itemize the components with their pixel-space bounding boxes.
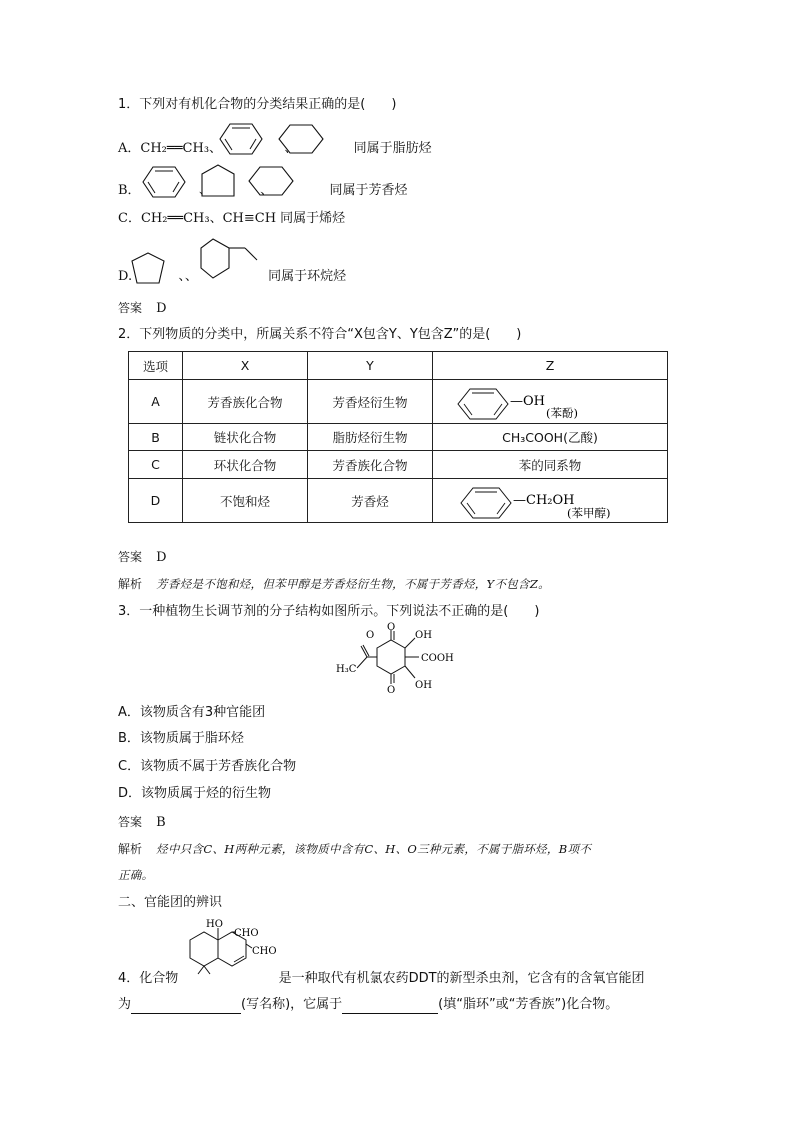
q3-explanation xyxy=(118,840,591,859)
cho-top-label: CHO xyxy=(234,928,259,939)
q1-option-a-suffix: 同属于脂肪烃 xyxy=(353,141,432,156)
q4-line2 xyxy=(118,996,618,1014)
explain-text: 芳香烃是不饱和烃，但苯甲醇是芳香烃衍生物，不属于芳香烃，Y不包含Z。 xyxy=(156,577,550,591)
z-group-label: —OH xyxy=(510,394,545,409)
answer-value: D xyxy=(156,301,167,316)
benzene-ring-icon xyxy=(141,166,187,198)
q1-option-d-suffix: 同属于环烷烃 xyxy=(268,269,347,284)
table-header-cell: X xyxy=(183,352,308,380)
table-cell-y: 芳香烃 xyxy=(308,479,433,523)
cyclohexane-ring-icon xyxy=(248,166,294,196)
q4-suffix: 是一种取代有机氯农药DDT的新型杀虫剂，它含有的含氧官能团 xyxy=(278,971,645,986)
table-row xyxy=(129,380,668,424)
table-cell-x: 环状化合物 xyxy=(183,451,308,479)
q3-explanation-cont: 正确。 xyxy=(118,868,154,882)
table-cell-option: A xyxy=(129,380,183,424)
q1-option-d-prefix: D. xyxy=(118,269,133,284)
section-title: 二、官能团的辨识 xyxy=(118,895,223,910)
q2-stem: 2．下列物质的分类中，所属关系不符合“X包含Y、Y包含Z”的是( ) xyxy=(118,327,522,342)
table-header-cell: 选项 xyxy=(129,352,183,380)
benzene-ring-icon xyxy=(218,122,264,156)
explain-text: 烃中只含C、H两种元素，该物质中含有C、H、O三种元素，不属于脂环烃，B项不 xyxy=(156,842,592,856)
table-row xyxy=(129,424,668,451)
table-cell-z: 苯的同系物 xyxy=(433,451,668,479)
q4-line1 xyxy=(118,970,645,988)
answer-value: B xyxy=(156,815,166,830)
ho-label: HO xyxy=(206,919,223,930)
q4-line2-c: (填“脂环”或“芳香族”)化合物。 xyxy=(438,997,619,1012)
answer-label: 答案 xyxy=(118,815,143,829)
q2-answer xyxy=(118,548,167,567)
answer-label: 答案 xyxy=(118,301,143,315)
table-cell-option: D xyxy=(129,479,183,523)
methylcyclohexane-icon xyxy=(199,238,261,284)
z-group-label: —CH₂OH xyxy=(513,493,575,508)
table-cell-y: 芳香烃衍生物 xyxy=(308,380,433,424)
classification-table xyxy=(128,351,668,523)
z-name-label: (苯酚) xyxy=(546,406,578,420)
q1-option-c: C．CH₂══CH₃、CH≡CH 同属于烯烃 xyxy=(118,211,346,226)
q3-option-a: A．该物质含有3种官能团 xyxy=(118,705,266,720)
table-cell-z xyxy=(433,479,668,523)
q1-option-b-sep2: 、 xyxy=(260,183,274,198)
table-cell-option: C xyxy=(129,451,183,479)
table-cell-option: B xyxy=(129,424,183,451)
table-header-row xyxy=(129,352,668,380)
q4-line2-a: 为 xyxy=(118,997,132,1012)
explain-label: 解析 xyxy=(118,842,143,856)
o-bottom-label: O xyxy=(387,685,396,696)
q3-option-b: B．该物质属于脂环烃 xyxy=(118,731,244,746)
o-top-label: O xyxy=(387,622,396,633)
oh-top-label: OH xyxy=(415,630,432,641)
q3-answer xyxy=(118,813,166,832)
q1-answer xyxy=(118,299,167,318)
cooh-label: COOH xyxy=(421,653,454,664)
table-cell-x: 不饱和烃 xyxy=(183,479,308,523)
q3-molecule-structure xyxy=(333,624,473,694)
cyclopentane-ring-icon xyxy=(130,252,166,284)
q1-stem: 1．下列对有机化合物的分类结果正确的是( ) xyxy=(118,97,397,112)
oh-bottom-label: OH xyxy=(415,680,432,691)
answer-blank-2[interactable] xyxy=(342,999,438,1014)
o-ketone-label: O xyxy=(366,630,375,641)
h3c-label: H₃C xyxy=(336,664,357,675)
q1-option-a-sep: 、 xyxy=(284,141,298,156)
table-cell-x: 链状化合物 xyxy=(183,424,308,451)
q1-option-a xyxy=(118,140,432,158)
benzyl-alcohol-structure xyxy=(453,486,643,520)
q1-option-b-prefix: B． xyxy=(118,183,141,198)
cyclopentane-ring-icon xyxy=(200,164,236,198)
q3-stem: 3．一种植物生长调节剂的分子结构如图所示。下列说法不正确的是( ) xyxy=(118,604,540,619)
q1-option-a-prefix: A．CH₂══CH₃、 xyxy=(118,141,223,156)
table-cell-z xyxy=(433,380,668,424)
q1-option-d-sep: 、、 xyxy=(178,269,198,284)
phenol-structure xyxy=(450,387,630,421)
q3-option-c: C．该物质不属于芳香族化合物 xyxy=(118,759,297,774)
cyclohexane-ring-icon xyxy=(278,124,324,154)
table-cell-x: 芳香族化合物 xyxy=(183,380,308,424)
answer-blank-1[interactable] xyxy=(131,999,241,1014)
q3-option-d: D．该物质属于烃的衍生物 xyxy=(118,786,272,801)
answer-value: D xyxy=(156,550,167,565)
q2-explanation xyxy=(118,575,550,594)
answer-label: 答案 xyxy=(118,550,143,564)
q4-prefix: 4．化合物 xyxy=(118,971,179,986)
table-cell-y: 芳香族化合物 xyxy=(308,451,433,479)
z-name-label: (苯甲醇) xyxy=(567,506,611,520)
cho-right-label: CHO xyxy=(252,946,277,957)
table-cell-y: 脂肪烃衍生物 xyxy=(308,424,433,451)
table-cell-z: CH₃COOH(乙酸) xyxy=(433,424,668,451)
table-header-cell: Y xyxy=(308,352,433,380)
q1-option-b-sep1: 、 xyxy=(198,183,212,198)
q4-line2-b: (写名称)，它属于 xyxy=(241,997,343,1012)
explain-label: 解析 xyxy=(118,577,143,591)
table-row xyxy=(129,451,668,479)
table-row xyxy=(129,479,668,523)
table-header-cell: Z xyxy=(433,352,668,380)
q1-option-b-suffix: 同属于芳香烃 xyxy=(329,183,408,198)
